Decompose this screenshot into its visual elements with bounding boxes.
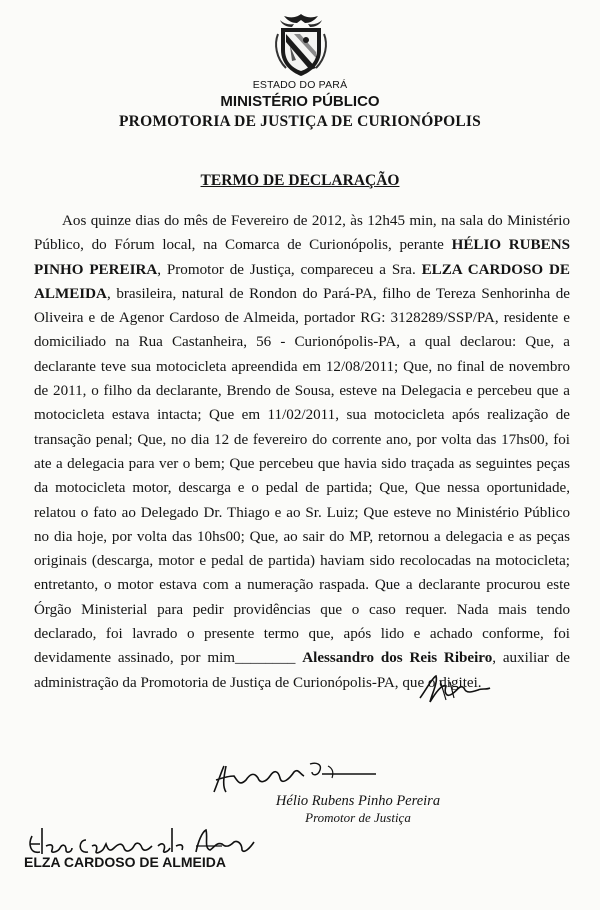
promoter-name-inline: HÉLIO RUBENS PINHO PEREIRA bbox=[34, 237, 570, 278]
declarant-name-inline: ELZA CARDOSO DE ALMEIDA bbox=[34, 261, 570, 302]
body-text-part-1: Aos quinze dias do mês de Fevereiro de 2012, às 12h45 min, na sala do Ministério Público, do Fórum local, na Comarca de Curionópolis, perante bbox=[34, 213, 570, 254]
promoter-role: Promotor de Justiça bbox=[305, 810, 411, 825]
body-text-part-3: , brasileira, natural de Rondon do Pará-PA, filho de Tereza Senhorinha de Oliveira e de Agenor Cardoso de Almeida, portador RG: 3128289/SSP/PA, residente e domiciliado na Rua Castanheira, 56 - Curionópolis-PA, a qual declarou: Que, a declarante teve sua motocicleta apreendida em 12/08/2011; Que, no final de novembro de 2011, o filho da declarante, Brendo de Sousa, esteve na Delegacia e percebeu que a motocicleta estava intacta; Que em 11/02/2011, sua motocicleta após realização de transação penal; Que, no dia 12 de fevereiro do corrente ano, por volta das 17hs00, foi ate a delegacia para ver o bem; Que percebeu que havia sido traçada as seguintes peças da motocicleta motor, descarga e o pedal de partida; Que, Que nessa oportunidade, relatou o fato ao Delegado Dr. Thiago e ao Sr. Luiz; Que esteve no Ministério Público no dia hoje, por volta das 10hs00; Que, ao sair do MP, retornou a delegacia e as peças originais (descarga, motor e pedal de partida) haviam sido recolocadas na motocicleta; entretanto, o motor estava com a numeração raspada. Que a declarante procurou este Órgão Ministerial para pedir providências que o caso requer. Nada mais tendo declarado, foi lavrado o presente termo que, após lido e achado conforme, foi devidamente assinado, por mim bbox=[34, 285, 570, 667]
body-text-part-4: , auxiliar de administração da Promotoria de Justiça de Curionópolis-PA, que o digitei. bbox=[34, 650, 571, 691]
clerk-name-inline: Alessandro dos Reis Ribeiro bbox=[302, 650, 493, 667]
body-text-part-2: , Promotor de Justiça, compareceu a Sra. bbox=[157, 261, 416, 278]
state-coat-of-arms-icon bbox=[270, 12, 332, 78]
declaration-body: Aos quinze dias do mês de Fevereiro de 2012, às 12h45 min, na sala do Ministério Público, do Fórum local, na Comarca de Curionópolis, perante HÉLIO RUBENS PINHO PEREIRA, Promotor de Justiça, compareceu a Sra. ELZA CARDOSO DE ALMEIDA, brasileira, natural de Rondon do Pará-PA, filho de Tereza Senhorinha de Oliveira e de Agenor Cardoso de Almeida, portador RG: 3128289/SSP/PA, residente e domiciliado na Rua Castanheira, 56 - Curionópolis-PA, a qual declarou: Que, a declarante teve sua motocicleta apreendida em 12/08/2011; Que, no final de novembro de 2011, o filho da declarante, Brendo de Sousa, esteve na Delegacia e percebeu que a motocicleta estava intacta; Que em 11/02/2011, sua motocicleta após realização de transação penal; Que, no dia 12 de fevereiro do corrente ano, por volta das 17hs00, foi ate a delegacia para ver o bem; Que percebeu que havia sido traçada as seguintes peças da motocicleta motor, descarga e o pedal de partida; Que, Que nessa oportunidade, relatou o fato ao Delegado Dr. Thiago e ao Sr. Luiz; Que esteve no Ministério Público no dia hoje, por volta das 10hs00; Que, ao sair do MP, retornou a delegacia e as peças originais (descarga, motor e pedal de partida) haviam sido recolocadas na motocicleta; entretanto, o motor estava com a numeração raspada. Que a declarante procurou este Órgão Ministerial para pedir providências que o caso requer. Nada mais tendo declarado, foi lavrado o presente termo que, após lido e achado conforme, foi devidamente assinado, por mim________ Alessandro dos Reis Ribeiro, auxiliar de administração da Promotoria de Justiça de Curionópolis-PA, que o digitei. bbox=[34, 213, 571, 691]
ministry-name: MINISTÉRIO PÚBLICO bbox=[220, 93, 380, 110]
clerk-signature bbox=[416, 672, 494, 706]
declarant-name-printed: ELZA CARDOSO DE ALMEIDA bbox=[24, 854, 226, 870]
office-name: PROMOTORIA DE JUSTIÇA DE CURIONÓPOLIS bbox=[119, 113, 481, 130]
state-name: ESTADO DO PARÁ bbox=[252, 79, 348, 91]
promoter-signature-name: Hélio Rubens Pinho Pereira bbox=[275, 793, 441, 809]
document-title: TERMO DE DECLARAÇÃO bbox=[200, 172, 400, 189]
